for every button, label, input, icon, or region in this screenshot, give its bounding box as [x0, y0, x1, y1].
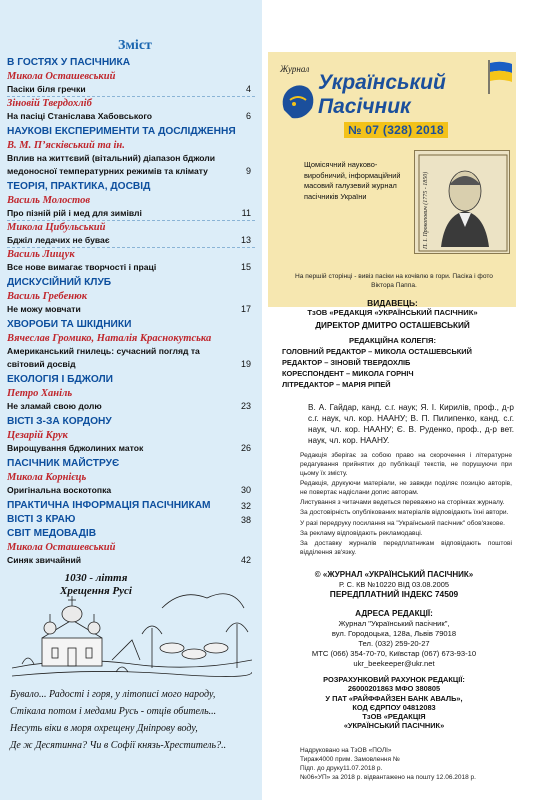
toc-section-heading	[7, 415, 255, 429]
poem-line: Де ж Десятинна? Чи в Софії князь-Хреститель?..	[10, 740, 227, 751]
toc-entry-text: Петро Ханіль	[7, 388, 73, 399]
toc-section-heading	[7, 318, 255, 332]
toc-page-number: 19	[240, 359, 251, 369]
toc-article	[7, 442, 255, 455]
toc-article	[7, 554, 255, 567]
toc-entry-text: Василь Лищук	[7, 249, 75, 260]
toc-article	[7, 484, 255, 497]
toc-section-heading	[7, 180, 255, 194]
portrait-image	[415, 151, 511, 255]
magazine-label: Журнал	[280, 64, 310, 74]
bank-line: ТзОВ «РЕДАКЦІЯ	[362, 712, 426, 722]
phone: Тел. (032) 259-20-27	[358, 639, 430, 648]
magazine-title-line1: Український	[318, 71, 446, 94]
toc-article	[7, 207, 255, 220]
toc-section-heading	[7, 125, 255, 139]
toc-page-number: 13	[240, 235, 251, 245]
toc-article	[7, 345, 255, 371]
toc-page-number: 42	[240, 555, 251, 565]
mobile-phones: МТС (066) 354-70-70, Київстар (067) 673-93-10	[311, 649, 477, 658]
toc-section-heading	[7, 56, 255, 70]
illustration-caption	[60, 572, 132, 598]
toc-entry-text: ЕКОЛОГІЯ І БДЖОЛИ	[7, 374, 113, 385]
note: Редакція, друкуючи матеріали, не завжди поділяє позицію авторів, не повертає надіслани допис авторам.	[300, 479, 512, 496]
toc-entry-text: Вячеслав Громико, Наталія Краснокутська	[7, 333, 212, 344]
toc-section-heading	[7, 276, 255, 290]
toc-entry-text: Американський гнилець: сучасний погляд та світовий досвід	[7, 346, 200, 369]
toc-page-number: 17	[240, 304, 251, 314]
toc-entry-text: Микола Корнієць	[7, 472, 87, 483]
bank-line: РОЗРАХУНКОВИЙ РАХУНОК РЕДАКЦІЇ:	[323, 675, 465, 684]
print-line: №06«УП» за 2018 р. відвантажено на пошту 12.06.2018 р.	[300, 774, 476, 781]
toc-article	[7, 83, 255, 96]
director: ДИРЕКТОР ДМИТРО ОСТАШЕВСЬКИЙ	[315, 321, 470, 330]
editorial-notes	[300, 452, 512, 559]
board-heading: РЕДАКЦІЙНА КОЛЕГІЯ:	[349, 336, 436, 345]
toc-section-heading	[7, 457, 255, 471]
toc-page-number: 30	[240, 485, 251, 495]
ukraine-flag-icon	[487, 60, 513, 94]
registration: Р. С. КВ №10220 ВІД 03.08.2005	[339, 580, 449, 589]
contents-column	[0, 0, 262, 800]
toc-entry-text: На пасіці Станіслава Хабовського	[7, 111, 153, 121]
toc-entry-text: Микола Оcташевський	[7, 71, 116, 82]
note: У разі передруку посилання на "Український пасічник" обов'язкове.	[300, 519, 505, 527]
bank-line: КОД ЄДРПОУ 04812083	[352, 702, 436, 712]
toc-author	[7, 387, 255, 400]
toc-entry-text: ПАСІЧНИК МАЙСТРУЄ	[7, 458, 120, 469]
toc-section-heading	[7, 527, 255, 541]
portrait-engraving	[414, 150, 510, 254]
toc-author	[7, 332, 255, 345]
toc-section-heading	[7, 499, 255, 513]
toc-author	[7, 247, 255, 261]
toc-article	[7, 303, 255, 316]
staff-line: КОРЕСПОНДЕНТ – МИКОЛА ГОРНІЧ	[282, 369, 414, 378]
poem-line: Несуть віки в моря охрещену Дніпрову воду,	[10, 723, 198, 734]
toc-author	[7, 96, 255, 110]
toc-author	[7, 429, 255, 442]
cover-caption: На першій сторінці - вивіз пасіки на кочівлю в гори. Пасіка і фото Віктора Паппа.	[295, 273, 493, 289]
poem-line: Бувало... Радості і горя, у літописі мого народу,	[10, 689, 216, 700]
toc-article	[7, 152, 255, 178]
toc-entry-text: В ГОСТЯХ У ПАСІЧНИКА	[7, 57, 131, 68]
toc-page-number: 32	[240, 501, 251, 511]
note: Листування з читачами ведеться переважно на сторінках журналу.	[300, 498, 505, 506]
staff-list	[282, 346, 472, 390]
staff-line: ЛІТРЕДАКТОР – МАРІЯ РІПЕЙ	[282, 380, 391, 389]
publisher-name: ТзОВ «РЕДАКЦІЯ «УКРАЇНСЬКИЙ ПАСІЧНИК»	[307, 308, 478, 317]
toc-entry-text: Василь Гребенюк	[7, 291, 88, 302]
toc-entry-text: ДИСКУСІЙНИЙ КЛУБ	[7, 277, 112, 288]
toc-entry-text: ВІСТІ З-ЗА КОРДОНУ	[7, 416, 112, 427]
email-link[interactable]: ukr_beekeeper@ukr.net	[353, 659, 435, 668]
print-info	[300, 746, 520, 782]
toc-entry-text: Оригінальна воскотопка	[7, 485, 112, 495]
toc-author	[7, 290, 255, 303]
staff-line: ГОЛОВНИЙ РЕДАКТОР – МИКОЛА ОСТАШЕВСЬКИЙ	[282, 347, 472, 356]
editorial-board: В. А. Гайдар, канд. с.г. наук; Я. І. Кирилів, проф., д-р с.г. наук, чл. кор. НААНУ; В. П. Пилипенко, канд. с.г. наук, чл. кор. НААНУ; Є. В. Руденко, проф., д-р вет. наук, чл. кор. НААНУ.	[308, 403, 514, 445]
contents-list	[7, 56, 255, 567]
toc-entry-text: В. М. П’ясківський та ін.	[7, 140, 125, 151]
toc-author	[7, 70, 255, 83]
caption-line: 1030 - ліття	[64, 572, 128, 584]
toc-entry-text: ХВОРОБИ ТА ШКІДНИКИ	[7, 319, 132, 330]
toc-entry-text: Вплив на життєвий (вітальний) діапазон бджоли медоносної температурних режимів та клімату	[7, 153, 215, 176]
toc-page-number: 9	[245, 166, 251, 176]
toc-entry-text: Бджіл ледачих не буває	[7, 235, 110, 245]
toc-page-number: 15	[240, 262, 251, 272]
toc-page-number: 26	[240, 443, 251, 453]
print-line: Тираж4000 прим. Замовлення №	[300, 756, 400, 763]
note: За достовірність опублікованих матеріалів відповідають їхні автори.	[300, 509, 509, 517]
toc-author	[7, 541, 255, 554]
toc-page-number: 38	[240, 515, 251, 525]
toc-entry-text: Не зламай свою долю	[7, 401, 102, 411]
bank-line: 26000201863 МФО 380805	[347, 684, 441, 694]
publisher-heading: ВИДАВЕЦЬ:	[367, 298, 418, 308]
poem-line: Стікала потом і медами Русь - отців обитель...	[10, 706, 217, 717]
address-line: вул. Городоцька, 128а, Львів 79018	[331, 629, 457, 638]
church-illustration	[12, 568, 252, 680]
toc-section-heading	[7, 513, 255, 527]
portrait-caption: П. І. Прокопович (1775 - 1850)	[423, 171, 429, 249]
toc-author	[7, 139, 255, 152]
toc-entry-text: ТЕОРІЯ, ПРАКТИКА, ДОСВІД	[7, 181, 151, 192]
toc-entry-text: Все нове вимагає творчості і праці	[7, 262, 157, 272]
toc-entry-text: ПРАКТИЧНА ІНФОРМАЦІЯ ПАСІЧНИКАМ	[7, 500, 211, 511]
address-line: Журнал "Український пасічник",	[338, 619, 450, 628]
print-line: Підп. до друку11.07.2018 р.	[300, 765, 383, 772]
toc-author	[7, 194, 255, 207]
poem	[10, 686, 258, 754]
bank-line: «УКРАЇНСЬКИЙ ПАСІЧНИК»	[343, 721, 445, 731]
toc-entry-text: Вирощування бджолиних маток	[7, 443, 144, 453]
toc-entry-text: Зіновій Твердохліб	[7, 98, 92, 109]
toc-entry-text: Пасіки біля гречки	[7, 84, 86, 94]
toc-entry-text: Не можу мовчати	[7, 304, 81, 314]
bank-line: У ПАТ «РАЙФФАЙЗЕН БАНК АВАЛЬ»,	[325, 693, 463, 703]
copyright: © «ЖУРНАЛ «УКРАЇНСЬКИЙ ПАСІЧНИК»	[314, 570, 474, 579]
toc-page-number: 23	[240, 401, 251, 411]
bee-logo-icon	[278, 80, 318, 122]
toc-article	[7, 400, 255, 413]
note: За рекламу відповідають рекламодавці.	[300, 529, 423, 537]
toc-article	[7, 110, 255, 123]
toc-entry-text: ВІСТІ З КРАЮ	[7, 514, 76, 525]
toc-author	[7, 220, 255, 234]
magazine-description: Щомісячний науково-виробничий, інформаційний масовий галузевий журнал пасічників України	[304, 160, 401, 201]
address-heading: АДРЕСА РЕДАКЦІЇ:	[355, 609, 433, 618]
caption-line: Хрещення Русі	[60, 585, 132, 597]
toc-section-heading	[7, 373, 255, 387]
toc-entry-text: Про пізній рій і мед для зимівлі	[7, 208, 142, 218]
subscription-index: ПЕРЕДПЛАТНИЙ ІНДЕКС 74509	[329, 589, 459, 599]
toc-entry-text: Микола Осташевський	[7, 542, 116, 553]
toc-entry-text: НАУКОВІ ЕКСПЕРИМЕНТИ ТА ДОСЛІДЖЕННЯ	[7, 126, 236, 137]
toc-page-number: 11	[241, 208, 251, 218]
publication-info	[276, 570, 512, 600]
toc-entry-text: Василь Молостов	[7, 195, 91, 206]
bank-details	[276, 675, 512, 731]
toc-article	[7, 234, 255, 247]
contents-title: Зміст	[118, 38, 152, 53]
editorial-address	[276, 608, 512, 669]
toc-entry-text: Микола Цибульський	[7, 222, 106, 233]
note: За доставку журналів передплатникам відповідають поштові відділення зв'язку.	[300, 540, 512, 556]
staff-line: РЕДАКТОР – ЗІНОВІЙ ТВЕРДОХЛІБ	[282, 358, 411, 367]
toc-author	[7, 471, 255, 484]
toc-article	[7, 261, 255, 274]
toc-entry-text: Синяк звичайний	[7, 555, 82, 565]
toc-page-number: 6	[245, 111, 251, 121]
toc-page-number: 4	[245, 84, 251, 94]
note: Редакція зберігає за собою право на скорочення і літературне редагування прийнятих до публікації текстів, не порушуючи при цьому їх змісту.	[300, 452, 512, 477]
issue-number: № 07 (328) 2018	[344, 122, 448, 138]
toc-entry-text: Цезарій Крук	[7, 430, 68, 441]
magazine-title-line2: Пасічник	[318, 95, 411, 118]
toc-entry-text: СВІТ МЕДОВАДІВ	[7, 528, 97, 539]
print-line: Надруковано на ТзОВ «ПОЛІ»	[300, 747, 392, 754]
